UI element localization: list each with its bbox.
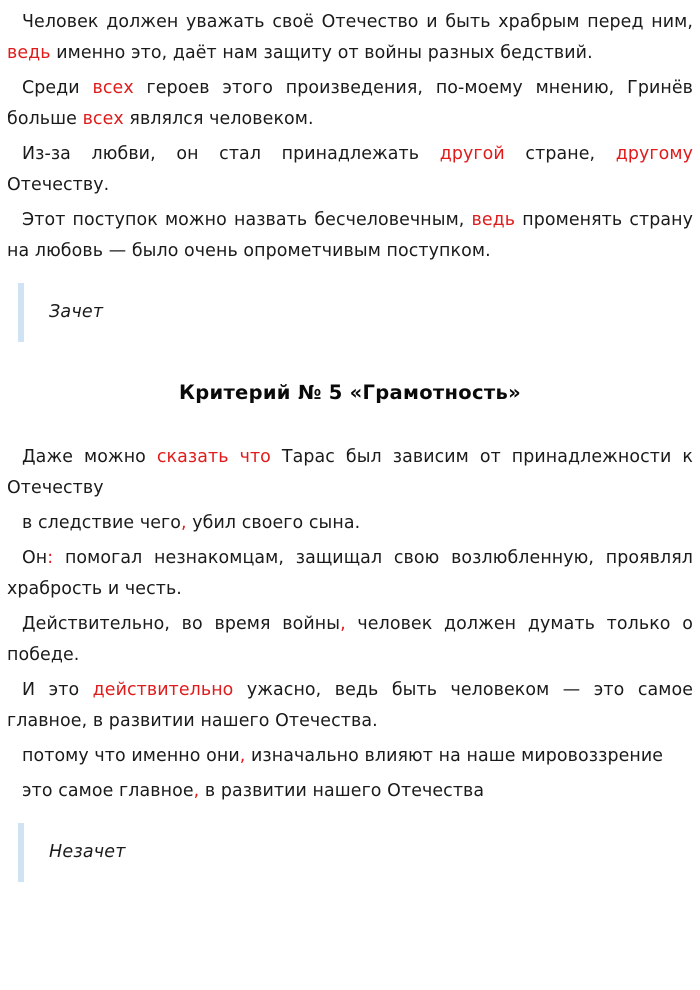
essay-paragraph (7, 609, 693, 671)
text-fragment: человек должен думать только о победе. (7, 614, 693, 665)
error-highlight: , (181, 513, 187, 533)
error-highlight: : (47, 548, 54, 568)
verdict-block-fail (18, 823, 693, 882)
text-fragment: изначально влияют на наше мировоззрение (245, 746, 664, 766)
text-fragment: Среди (22, 78, 93, 98)
text-fragment: И это (22, 680, 93, 700)
error-highlight: другой (439, 144, 505, 164)
criterion-heading: Критерий № 5 «Грамотность» (178, 381, 521, 404)
error-highlight: всех (82, 109, 124, 129)
essay-paragraph (7, 741, 693, 772)
essay-paragraph (7, 73, 693, 135)
essay-paragraph (7, 776, 693, 807)
essay-paragraph (7, 7, 693, 69)
essay-paragraph (7, 508, 693, 539)
error-highlight: сказать что (156, 447, 271, 467)
verdict-block-pass (18, 283, 693, 342)
text-fragment: Он (22, 548, 48, 568)
error-highlight: ведь (471, 210, 516, 230)
text-fragment: являлся человеком. (123, 109, 314, 129)
text-fragment: ужасно, ведь быть человеком — это самое главное, в развитии нашего Отечества. (7, 680, 693, 731)
text-fragment: убил своего сына. (186, 513, 361, 533)
error-highlight: другому (615, 144, 693, 164)
text-fragment: Действительно, во время войны (22, 614, 341, 634)
text-fragment: Даже можно (22, 447, 157, 467)
verdict-label: Незачет (49, 842, 126, 862)
spacer (7, 410, 693, 442)
essay-paragraph (7, 139, 693, 201)
text-fragment: потому что именно они (22, 746, 240, 766)
text-fragment: в следствие чего (22, 513, 181, 533)
essay-excerpt-bottom (7, 442, 693, 807)
text-fragment: именно это, даёт нам защиту от войны разных бедствий. (50, 43, 593, 63)
document (7, 7, 693, 882)
error-highlight: ведь (7, 43, 51, 63)
text-fragment: Человек должен уважать своё Отечество и быть храбрым перед ним, (22, 12, 693, 32)
text-fragment: героев этого произведения, по-моему мнению, Гринёв больше (7, 78, 693, 129)
error-highlight: , (193, 781, 200, 801)
error-highlight: действительно (92, 680, 234, 700)
text-fragment: променять страну на любовь — было очень опрометчивым поступком. (7, 210, 693, 261)
essay-paragraph (7, 543, 693, 605)
text-fragment: Этот поступок можно назвать бесчеловечным, (22, 210, 472, 230)
verdict-label: Зачет (49, 302, 104, 322)
error-highlight: , (340, 614, 346, 634)
text-fragment: в развитии нашего Отечества (199, 781, 485, 801)
error-highlight: , (239, 746, 246, 766)
text-fragment: помогал незнакомцам, защищал свою возлюбленную, проявлял храбрость и честь. (7, 548, 693, 599)
essay-paragraph (7, 675, 693, 737)
text-fragment: Отечеству. (7, 175, 110, 195)
text-fragment: Из-за любви, он стал принадлежать (22, 144, 440, 164)
error-highlight: всех (92, 78, 134, 98)
essay-paragraph (7, 442, 693, 504)
text-fragment: стране, (504, 144, 616, 164)
text-fragment: это самое главное (22, 781, 194, 801)
essay-paragraph (7, 205, 693, 267)
essay-excerpt-top (7, 7, 693, 267)
text-fragment: Тарас был зависим от принадлежности к Отечеству (7, 447, 694, 498)
